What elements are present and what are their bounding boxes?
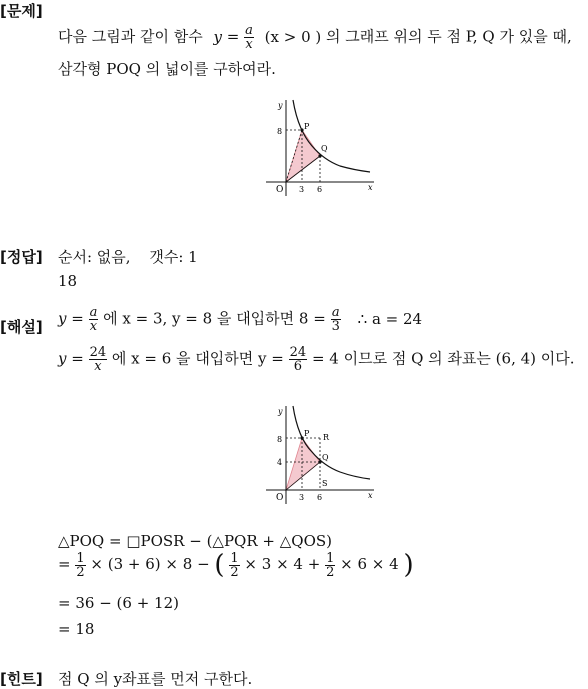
c2-b: × (3 + 6) × 8 − [90, 555, 210, 573]
s2-fraction-2-num: 24 [289, 345, 307, 360]
c2-fraction-1-den: 2 [76, 564, 85, 580]
s1-tail: ∴ a = 24 [357, 309, 423, 328]
problem-text-b: 의 그래프 위의 두 점 P, Q 가 있을 때, [326, 27, 572, 46]
label-q: Q [321, 144, 328, 153]
c2-fraction-3-den: 2 [326, 564, 335, 580]
label-x: x [368, 491, 373, 500]
label-y: y [278, 101, 283, 110]
eq-y: y [213, 27, 222, 46]
answer-tag: [정답] [0, 248, 43, 266]
triangle-poq-shade [286, 130, 320, 182]
solution-tag: [해설] [0, 318, 43, 336]
s2-mid: 에 x = 6 을 대입하면 y = [111, 349, 284, 368]
eq-condition: (x > 0 ) [264, 27, 322, 46]
answer-count: 갯수: 1 [149, 248, 198, 266]
c2-fraction-2-den: 2 [230, 564, 239, 580]
eq-equals: = [226, 27, 240, 46]
label-q: Q [322, 453, 329, 462]
tick-8: 8 [277, 435, 283, 444]
label-s: S [322, 479, 328, 488]
c2-c: × 3 × 4 + [244, 555, 321, 573]
label-r: R [323, 433, 330, 442]
tick-3: 3 [299, 493, 305, 502]
s1-mid: 에 x = 3, y = 8 을 대입하면 8 = [103, 309, 326, 328]
problem-text-a: 다음 그림과 같이 함수 [58, 27, 203, 46]
triangle-poq-shade [286, 438, 320, 490]
eq-fraction-den: x [245, 37, 253, 52]
c2-d: × 6 × 4 [340, 555, 399, 573]
label-p: P [304, 122, 310, 131]
hint-text: 점 Q 의 y좌표를 먼저 구한다. [58, 670, 253, 688]
point-q [318, 154, 321, 157]
problem-line-1 [58, 24, 572, 51]
c2-left-paren: ( [214, 550, 225, 580]
s2-fraction-2-den: 6 [293, 359, 303, 374]
c2-fraction-3-num: 1 [326, 550, 335, 566]
label-o: O [276, 493, 284, 503]
c2-right-paren: ) [403, 550, 414, 580]
tick-3: 3 [299, 185, 305, 194]
answer-value: 18 [58, 272, 78, 290]
problem-line-2: 삼각형 POQ 의 넓이를 구하여라. [58, 60, 276, 78]
s1-fraction-2 [331, 306, 341, 333]
eq-fraction-num: a [245, 23, 253, 38]
problem-tag: [문제] [0, 2, 43, 20]
s2-fraction [89, 346, 108, 373]
tick-4: 4 [277, 458, 283, 467]
calc-line-4: = 18 [58, 620, 95, 638]
c2-eq: = [58, 555, 71, 573]
s2-tail: = 4 이므로 점 Q 의 좌표는 (6, 4) 이다. [311, 349, 575, 368]
calc-line-3: = 36 − (6 + 12) [58, 594, 179, 612]
calc-line-2 [58, 550, 414, 580]
tick-8: 8 [277, 127, 283, 136]
s2-fraction-2 [289, 346, 308, 373]
label-y: y [278, 407, 283, 416]
label-x: x [368, 183, 373, 192]
answer-order: 순서: 없음, [58, 248, 131, 266]
s2-fraction-den: x [94, 359, 102, 374]
s2-lhs: y = [58, 349, 84, 368]
eq-fraction [244, 24, 254, 51]
s1-fraction-den: x [89, 319, 98, 334]
solution-line-1 [58, 306, 422, 333]
graph-problem [262, 96, 382, 196]
s1-fraction [89, 306, 99, 333]
s1-fraction-num: a [89, 305, 98, 320]
s2-fraction-num: 24 [89, 345, 107, 360]
label-p: P [304, 429, 310, 438]
tick-6: 6 [317, 185, 323, 194]
s1-lhs: y = [58, 309, 84, 328]
tick-6: 6 [317, 493, 323, 502]
calc-line-1: △POQ = □POSR − (△PQR + △QOS) [58, 532, 332, 550]
c2-fraction-2-num: 1 [230, 550, 239, 566]
c2-fraction-3 [325, 552, 335, 579]
s1-fraction-2-den: 3 [331, 319, 340, 334]
graph-solution [262, 402, 382, 506]
c2-fraction-2 [229, 552, 239, 579]
label-o: O [276, 185, 284, 195]
s1-fraction-2-num: a [331, 305, 340, 320]
hint-tag: [힌트] [0, 670, 43, 688]
c2-fraction-1 [75, 552, 85, 579]
answer-meta [58, 246, 198, 267]
c2-fraction-1-num: 1 [76, 550, 85, 566]
solution-line-2 [58, 346, 575, 373]
